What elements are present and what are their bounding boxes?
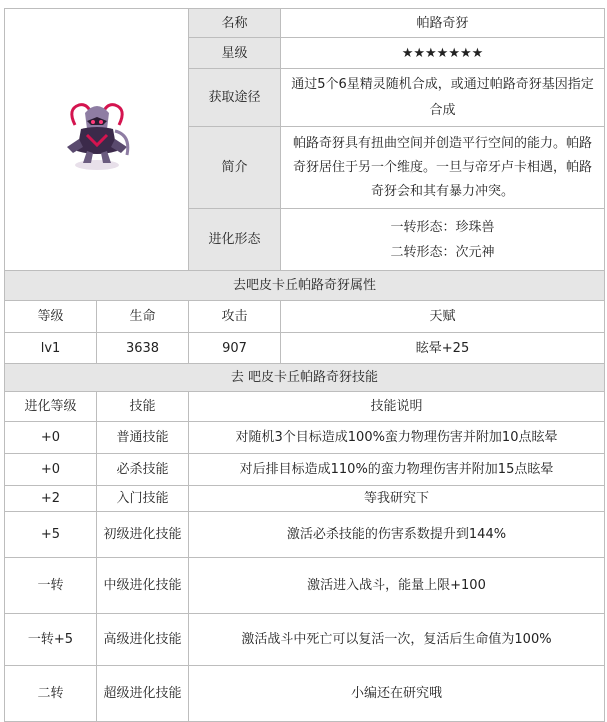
skill-desc: 激活进入战斗，能量上限+100 — [189, 558, 605, 614]
skill-name: 高级进化技能 — [97, 614, 189, 666]
creature-image-cell — [5, 9, 189, 271]
source-label: 获取途径 — [189, 69, 281, 127]
skill-evolution: +2 — [5, 486, 97, 512]
table-row — [5, 614, 605, 666]
skill-desc: 激活战斗中死亡可以复活一次，复活后生命值为100% — [189, 614, 605, 666]
attr-level: lv1 — [5, 333, 97, 364]
skill-evolution: 一转 — [5, 558, 97, 614]
evolution-first: 一转形态：珍珠兽 — [390, 219, 495, 235]
skill-desc: 小编还在研究哦 — [189, 666, 605, 722]
skill-header-evolution: 进化等级 — [5, 392, 97, 422]
table-row — [5, 422, 605, 454]
creature-image — [57, 95, 137, 175]
attributes-title: 去吧皮卡丘帕路奇犽属性 — [5, 271, 605, 301]
pokemon-info-table — [4, 8, 605, 722]
skill-header-skill: 技能 — [97, 392, 189, 422]
attr-header-talent: 天赋 — [281, 301, 605, 333]
table-row — [5, 558, 605, 614]
star-value: ★★★★★★★ — [281, 38, 605, 69]
skill-name: 中级进化技能 — [97, 558, 189, 614]
intro-label: 简介 — [189, 127, 281, 209]
skill-evolution: +5 — [5, 512, 97, 558]
source-value: 通过5个6星精灵随机合成，或通过帕路奇犽基因指定合成 — [281, 69, 605, 127]
skill-header-desc: 技能说明 — [189, 392, 605, 422]
skill-name: 普通技能 — [97, 422, 189, 454]
attr-hp: 3638 — [97, 333, 189, 364]
attr-talent: 眩晕+25 — [281, 333, 605, 364]
skills-title: 去 吧皮卡丘帕路奇犽技能 — [5, 364, 605, 392]
skill-name: 初级进化技能 — [97, 512, 189, 558]
name-value: 帕路奇犽 — [281, 9, 605, 38]
skill-name: 超级进化技能 — [97, 666, 189, 722]
skill-name: 必杀技能 — [97, 454, 189, 486]
skill-desc: 激活必杀技能的伤害系数提升到144% — [189, 512, 605, 558]
attr-attack: 907 — [189, 333, 281, 364]
skill-evolution: +0 — [5, 454, 97, 486]
skill-desc: 等我研究下 — [189, 486, 605, 512]
table-row — [5, 454, 605, 486]
skill-evolution: +0 — [5, 422, 97, 454]
evolution-value — [281, 209, 605, 271]
skill-desc: 对随机3个目标造成100%蛮力物理伤害并附加10点眩晕 — [189, 422, 605, 454]
skill-evolution: 二转 — [5, 666, 97, 722]
skill-desc: 对后排目标造成110%的蛮力物理伤害并附加15点眩晕 — [189, 454, 605, 486]
name-label: 名称 — [189, 9, 281, 38]
table-row — [5, 666, 605, 722]
skill-evolution: 一转+5 — [5, 614, 97, 666]
attr-header-hp: 生命 — [97, 301, 189, 333]
attr-header-attack: 攻击 — [189, 301, 281, 333]
table-row — [5, 486, 605, 512]
evolution-second: 二转形态：次元神 — [390, 244, 495, 260]
intro-value: 帕路奇犽具有扭曲空间并创造平行空间的能力。帕路奇犽居住于另一个维度。一旦与帝牙卢卡相遇，帕路奇犽会和其有暴力冲突。 — [281, 127, 605, 209]
table-row — [5, 512, 605, 558]
evolution-label: 进化形态 — [189, 209, 281, 271]
attr-header-level: 等级 — [5, 301, 97, 333]
star-label: 星级 — [189, 38, 281, 69]
skill-name: 入门技能 — [97, 486, 189, 512]
